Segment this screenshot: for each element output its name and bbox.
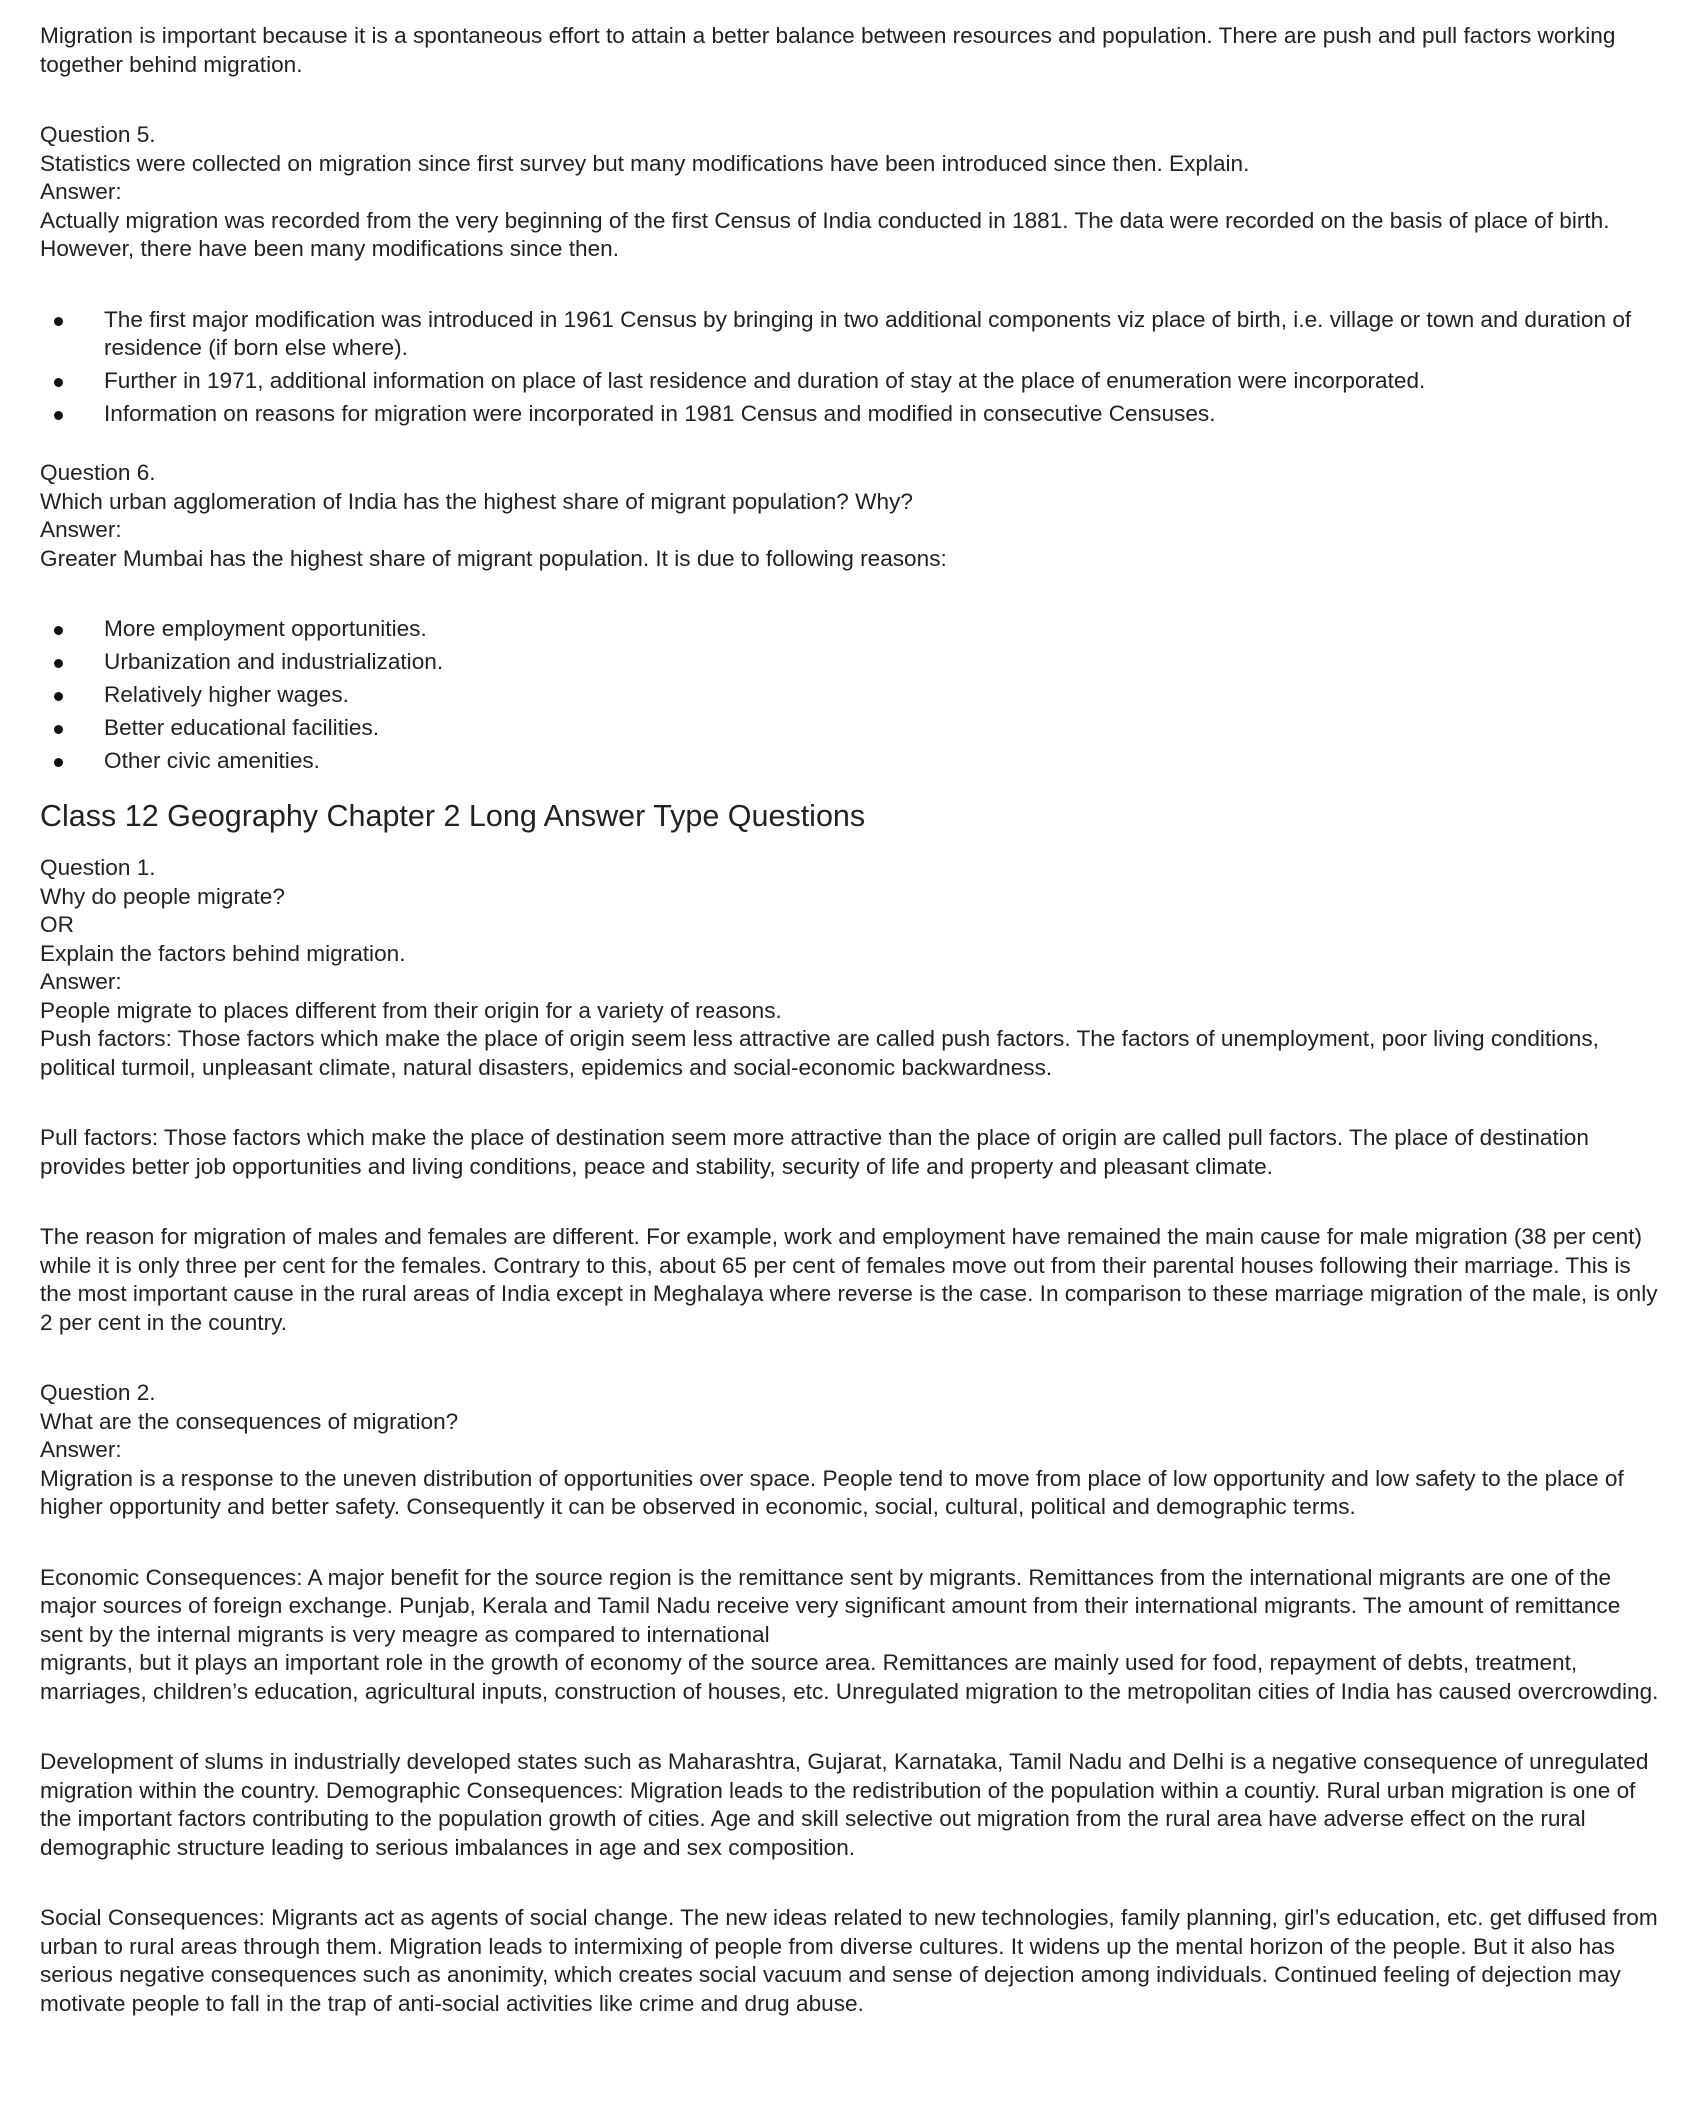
bullet-text: Better educational facilities. [104,715,380,740]
spacer [40,1181,1665,1223]
bullet-item [104,615,1665,644]
spacer [40,1337,1665,1379]
question-5-answer-label: Answer: [40,179,122,204]
long-question-1-answer-label: Answer: [40,969,122,994]
long-question-1-answer-intro: People migrate to places different from their origin for a variety of reasons. [40,997,782,1023]
question-6-answer-label: Answer: [40,517,122,542]
bullet-item [104,714,1665,743]
document-page [40,22,1665,2018]
long-question-2-answer: Migration is a response to the uneven distribution of opportunities over space. People tend to move from place of low opportunity and low safety to the place of higher opportunity and better safety. Consequently it can be observed in economic, social, cultural, political and demographic terms. [40,1465,1624,1519]
long-question-2-text: What are the consequences of migration? [40,1408,459,1434]
slums-demographic-paragraph: Development of slums in industrially developed states such as Maharashtra, Gujarat, Karnataka, Tamil Nadu and Delhi is a negative consequence of unregulated migration within the country. Demographic Consequences: Migration leads to the redistribution of the population within a countiy. Rural urban migration is one of the important factors contributing to the population growth of cities. Age and skill selective out migration from the rural area have adverse effect on the rural demographic structure leading to serious imbalances in age and sex composition. [40,1749,1649,1860]
bullet-icon [54,317,63,326]
spacer [40,264,1665,306]
bullet-text: Relatively higher wages. [104,682,349,707]
spacer [40,834,1665,854]
spacer [40,780,1665,798]
question-6-number: Question 6. [40,460,156,485]
bullet-text: Other civic amenities. [104,748,320,773]
question-5-answer: Actually migration was recorded from the very beginning of the first Census of India conducted in 1881. The data were recorded on the basis of place of birth. However, there have been many modifications since then. [40,207,1610,261]
gender-migration-paragraph: The reason for migration of males and females are different. For example, work and employment have remained the main cause for male migration (38 per cent) while it is only three per cent for the females. Contrary to this, about 65 per cent of females move out from their parental houses following their marriage. This is the most important cause in the rural areas of India except in Meghalaya where reverse is the case. In comparison to these marriage migration of the male, is only 2 per cent in the country. [40,1224,1658,1335]
economic-consequences-paragraph-b: migrants, but it plays an important role in the growth of economy of the source area. Remittances are mainly used for food, repayment of debts, treatment, marriages, children’s education, agricultural inputs, construction of houses, etc. Unregulated migration to the metropolitan cities of India has caused overcrowding. [40,1650,1659,1704]
question-5-number: Question 5. [40,122,156,147]
question-6-answer: Greater Mumbai has the highest share of migrant population. It is due to following reasons: [40,545,947,571]
bullet-icon [54,725,63,734]
long-question-1-or: OR [40,912,74,937]
economic-consequences-paragraph-a: Economic Consequences: A major benefit for the source region is the remittance sent by migrants. Remittances from the international migrants are one of the major sources of foreign exchange. Punjab, Kerala and Tamil Nadu receive very significant amount from their international migrants. The amount of remittance sent by the internal migrants is very meagre as compared to international [40,1564,1621,1647]
bullet-icon [54,659,63,668]
question-6-text: Which urban agglomeration of India has the highest share of migrant population? Why? [40,488,913,514]
bullet-item [104,367,1665,396]
bullet-icon [54,626,63,635]
question-5-text: Statistics were collected on migration since first survey but many modifications have been introduced since then. Explain. [40,150,1250,176]
section-heading: Class 12 Geography Chapter 2 Long Answer Type Questions [40,799,866,833]
bullet-item [104,400,1665,429]
spacer [40,573,1665,615]
bullet-text: The first major modification was introduced in 1961 Census by bringing in two additional components viz place of birth, i.e. village or town and duration of residence (if born else where). [104,306,1632,360]
bullet-text: Information on reasons for migration were incorporated in 1981 Census and modified in consecutive Censuses. [104,401,1216,426]
bullet-item [104,648,1665,677]
long-question-1-text: Why do people migrate? [40,883,285,909]
bullet-item [104,681,1665,710]
spacer [40,1522,1665,1564]
pull-factors-paragraph: Pull factors: Those factors which make the place of destination seem more attractive than the place of origin are called pull factors. The place of destination provides better job opportunities and living conditions, peace and stability, security of life and property and pleasant climate. [40,1125,1589,1179]
intro-paragraph: Migration is important because it is a spontaneous effort to attain a better balance between resources and population. There are push and pull factors working together behind migration. [40,23,1616,77]
bullet-item [104,747,1665,776]
question-6-bullet-list [40,615,1665,776]
long-question-2-answer-label: Answer: [40,1437,122,1462]
bullet-text: More employment opportunities. [104,616,427,641]
long-question-2-number: Question 2. [40,1380,156,1405]
long-question-1-alt-text: Explain the factors behind migration. [40,940,406,966]
bullet-icon [54,411,63,420]
long-question-1-number: Question 1. [40,855,156,880]
bullet-text: Urbanization and industrialization. [104,649,444,674]
spacer [40,1082,1665,1124]
spacer [40,433,1665,459]
bullet-text: Further in 1971, additional information on place of last residence and duration of stay at the place of enumeration were incorporated. [104,368,1426,393]
bullet-icon [54,692,63,701]
spacer [40,79,1665,121]
spacer [40,1706,1665,1748]
spacer [40,1862,1665,1904]
question-5-bullet-list [40,306,1665,429]
bullet-icon [54,378,63,387]
social-consequences-paragraph: Social Consequences: Migrants act as agents of social change. The new ideas related to new technologies, family planning, girl’s education, etc. get diffused from urban to rural areas through them. Migration leads to intermixing of people from diverse cultures. It widens up the mental horizon of the people. But it also has serious negative consequences such as anonimity, which creates social vacuum and sense of dejection among individuals. Continued feeling of dejection may motivate people to fall in the trap of anti-social activities like crime and drug abuse. [40,1905,1658,2016]
push-factors-paragraph: Push factors: Those factors which make the place of origin seem less attractive are called push factors. The factors of unemployment, poor living conditions, political turmoil, unpleasant climate, natural disasters, epidemics and social-economic backwardness. [40,1026,1599,1080]
bullet-item [104,306,1665,363]
bullet-icon [54,758,63,767]
